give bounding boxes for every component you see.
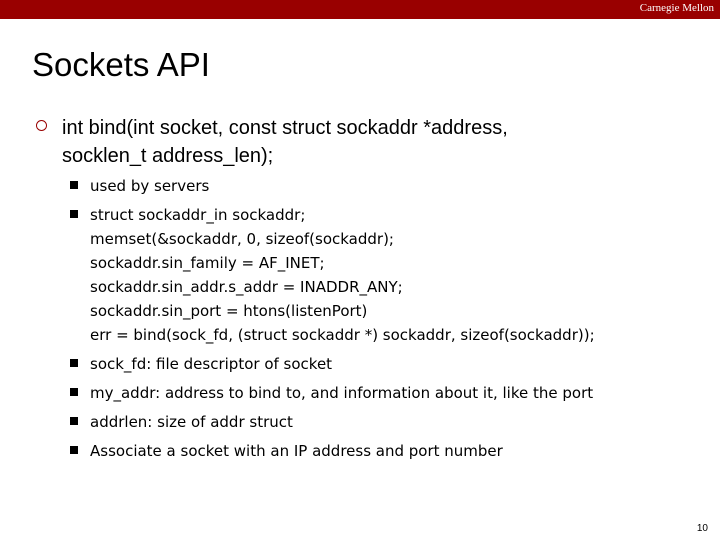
square-bullet-icon: [70, 388, 78, 396]
sub-bullet: [70, 410, 700, 434]
square-bullet-icon: [70, 417, 78, 425]
code-block: [90, 203, 700, 347]
square-bullet-icon: [70, 446, 78, 454]
sub-bullet-text: addrlen: size of addr struct: [90, 413, 293, 431]
slide-title: Sockets API: [32, 46, 210, 83]
main-bullet-text: [62, 114, 692, 170]
circle-bullet-icon: [36, 120, 47, 131]
sub-bullet-text: used by servers: [90, 177, 210, 195]
code-line: err = bind(sock_fd, (struct sockaddr *) sockaddr, sizeof(sockaddr));: [90, 326, 595, 344]
sub-bullet-text: sock_fd: file descriptor of socket: [90, 355, 333, 373]
sub-bullet: [70, 174, 700, 198]
sub-bullet-text: Associate a socket with an IP address and port number: [90, 442, 503, 460]
brand-label: Carnegie Mellon: [639, 2, 714, 14]
sub-bullet-text: my_addr: address to bind to, and information about it, like the port: [90, 384, 594, 402]
sub-bullet: [70, 439, 700, 463]
code-line: sockaddr.sin_port = htons(listenPort): [90, 302, 368, 320]
square-bullet-icon: [70, 210, 78, 218]
header-bar: [0, 0, 720, 19]
square-bullet-icon: [70, 359, 78, 367]
main-bullet-line-2: socklen_t address_len);: [62, 145, 274, 167]
sub-bullet: [70, 381, 700, 405]
code-line: struct sockaddr_in sockaddr;: [90, 206, 306, 224]
page-number: 10: [696, 523, 708, 534]
main-bullet: [32, 114, 692, 170]
sub-bullet: [70, 352, 700, 376]
sub-bullet-code: [70, 203, 700, 347]
code-line: sockaddr.sin_addr.s_addr = INADDR_ANY;: [90, 278, 403, 296]
code-line: sockaddr.sin_family = AF_INET;: [90, 254, 325, 272]
code-line: memset(&sockaddr, 0, sizeof(sockaddr);: [90, 230, 394, 248]
main-bullet-line-1: int bind(int socket, const struct sockaddr *address,: [62, 117, 508, 139]
square-bullet-icon: [70, 181, 78, 189]
